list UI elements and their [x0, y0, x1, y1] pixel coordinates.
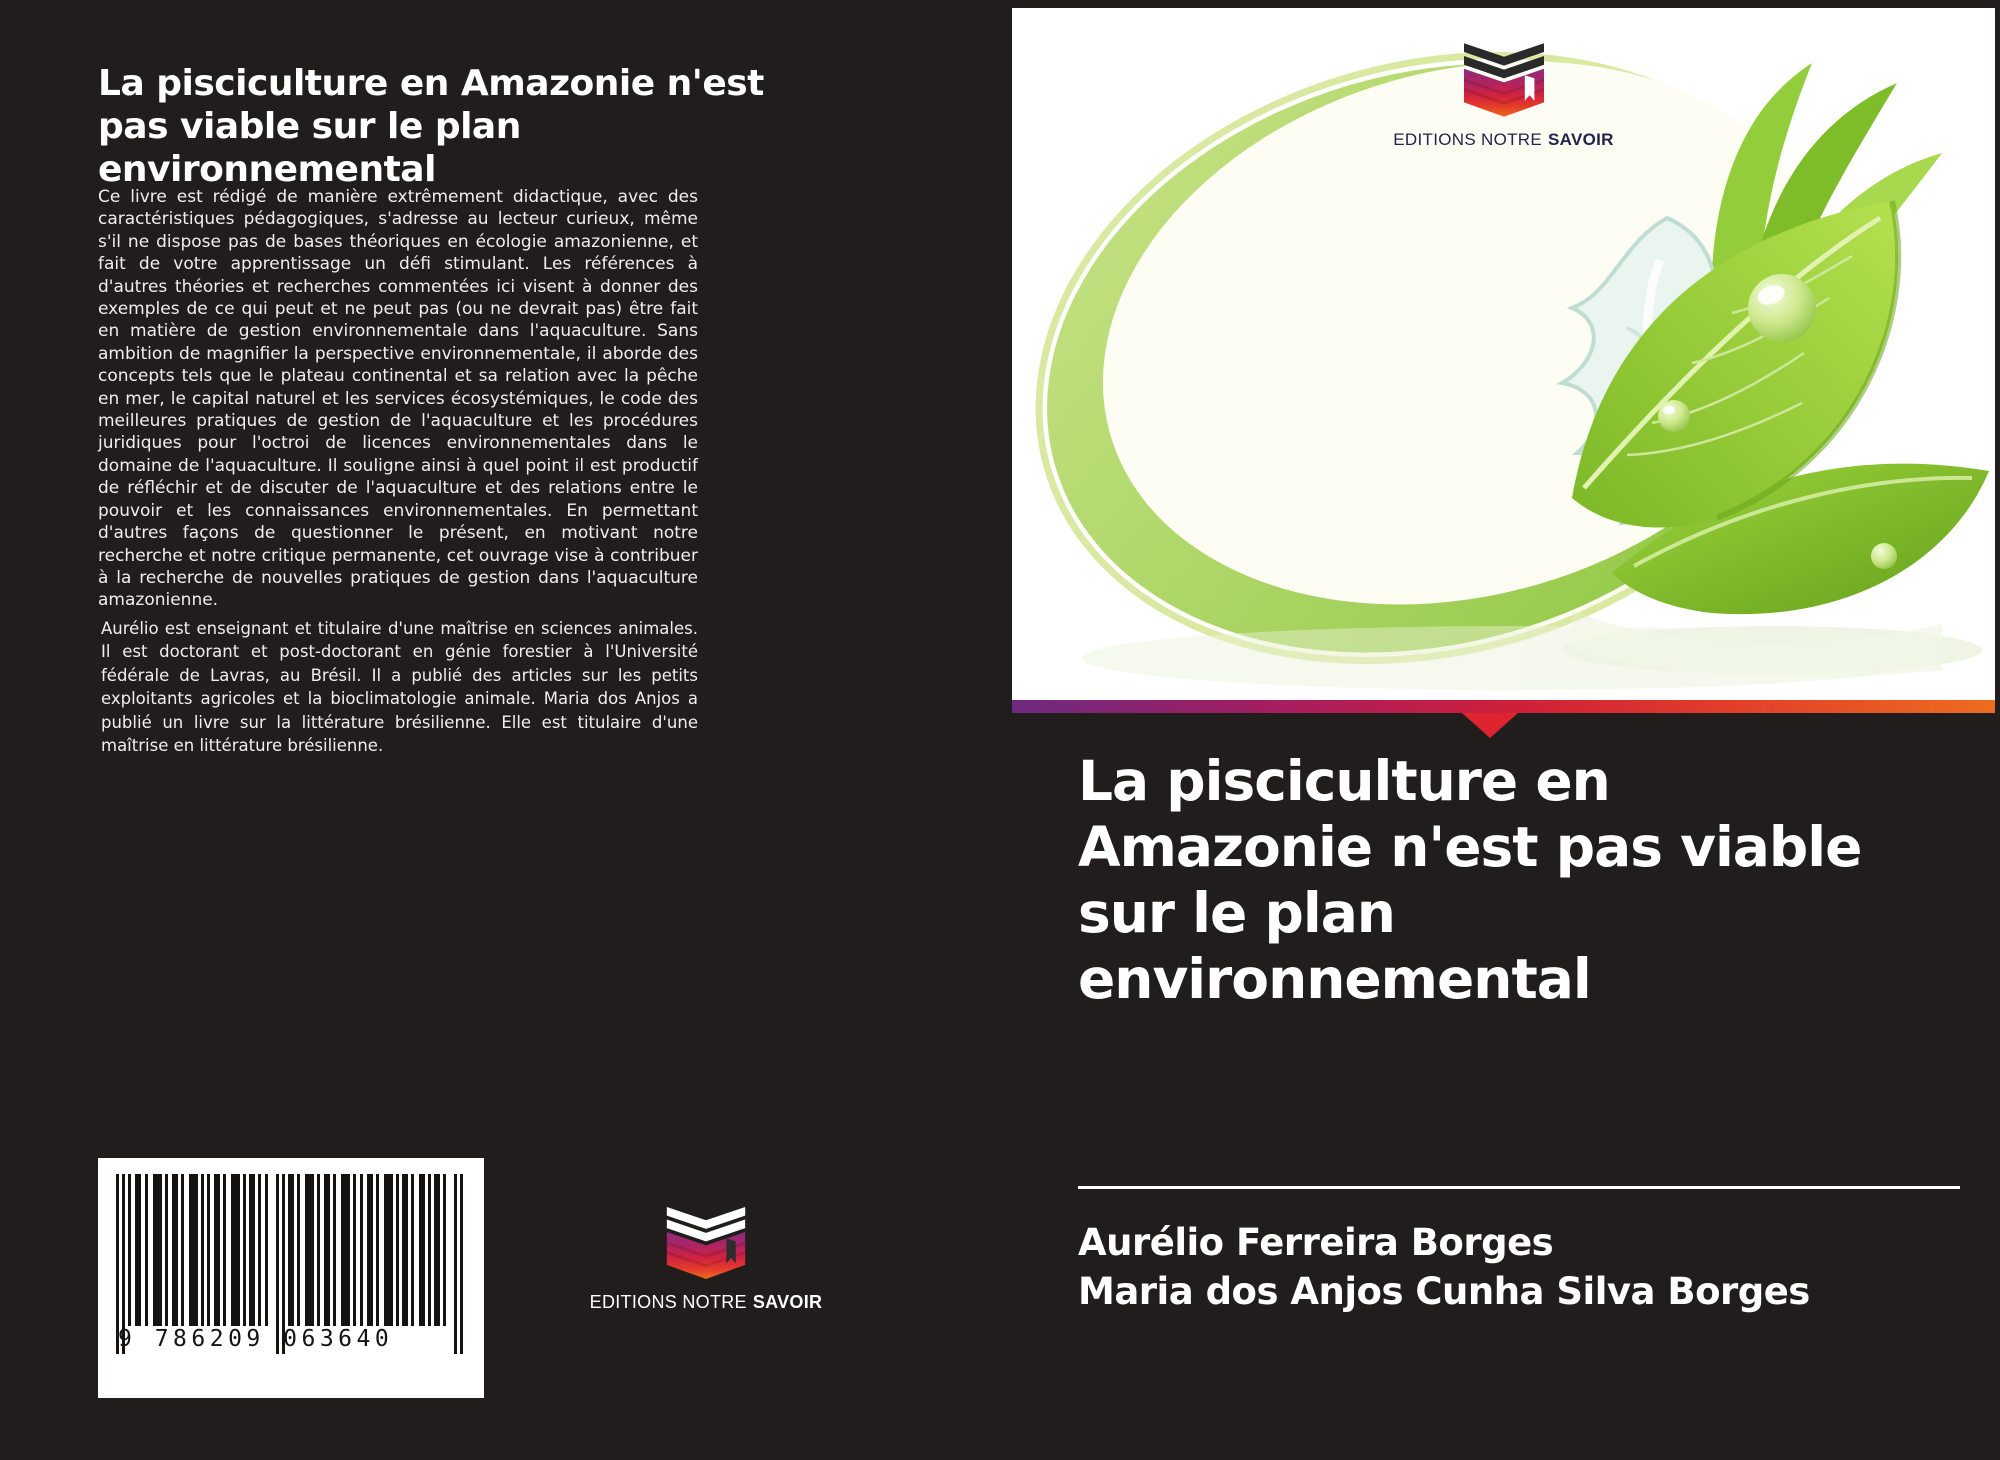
publisher-name-bold: SAVOIR: [1548, 130, 1614, 149]
front-title-line: La pisciculture en: [1078, 749, 1610, 813]
publisher-name: [556, 1292, 856, 1313]
publisher-name-regular: EDITIONS NOTRE: [589, 1292, 747, 1312]
front-title-line: sur le plan: [1078, 881, 1395, 945]
back-title-line: La pisciculture en Amazonie n'est: [98, 63, 764, 104]
publisher-name-regular: EDITIONS NOTRE: [1393, 130, 1542, 149]
back-title-line: environnemental: [98, 149, 436, 190]
open-book-icon: [1456, 38, 1552, 122]
back-cover-title: [98, 62, 918, 191]
publisher-name-bold: SAVOIR: [752, 1292, 823, 1312]
front-title-line: environnemental: [1078, 947, 1591, 1011]
barcode: [98, 1158, 484, 1398]
publisher-logo-front: [1012, 38, 1995, 150]
barcode-digits: 9 786209 063640: [118, 1326, 394, 1352]
author-name: Aurélio Ferreira Borges: [1078, 1221, 1554, 1264]
cover-art-panel: [1012, 8, 1995, 700]
publisher-logo-back: [556, 1202, 856, 1313]
author-names: [1078, 1218, 1810, 1316]
front-cover-title: [1078, 748, 1978, 1012]
author-name: Maria dos Anjos Cunha Silva Borges: [1078, 1270, 1810, 1313]
gradient-arrow: [1462, 713, 1518, 738]
book-description: Ce livre est rédigé de manière extrêmement didactique, avec des caractéristiques pédagogiques, s'adresse au lecteur curieux, même s'il ne dispose pas de bases théoriques en écologie amazonienne, et fait de votre apprentissage un défi stimulant. Les références à d'autres théories et recherches commentées ici visent à donner des exemples de ce qui peut et ne peut pas (ou ne devrait pas) être fait en matière de gestion environnementale dans l'aquaculture. Sans ambition de magnifier la perspective environnementale, il aborde des concepts tels que le plateau continental et sa relation avec la pêche en mer, le capital naturel et les services écosystémiques, le code des meilleures pratiques de gestion de l'aquaculture et les procédures juridiques pour l'octroi de licences environnementales dans le domaine de l'aquaculture. Il souligne ainsi à quel point il est productif de réfléchir et de discuter de l'aquaculture et des relations entre le pouvoir et les connaissances environnementales. En permettant d'autres façons de questionner le présent, en motivant notre recherche et notre critique permanente, cet ouvrage vise à contribuer à la recherche de nouvelles pratiques de gestion dans l'aquaculture amazonienne.: [98, 187, 698, 611]
gradient-accent-bar: [1012, 700, 1995, 713]
open-book-icon: [659, 1202, 753, 1284]
author-divider-line: [1078, 1186, 1960, 1189]
front-title-line: Amazonie n'est pas viable: [1078, 815, 1862, 879]
author-bio: Aurélio est enseignant et titulaire d'une maîtrise en sciences animales. Il est doctorant et post-doctorant en génie forestier à l'Université fédérale de Lavras, au Brésil. Il a publié des articles sur les petits exploitants agricoles et la bioclimatologie animale. Maria dos Anjos a publié un livre sur la littérature brésilienne. Elle est titulaire d'une maîtrise en littérature brésilienne.: [101, 619, 698, 756]
back-title-line: pas viable sur le plan: [98, 106, 521, 147]
publisher-name: [1012, 130, 1995, 150]
